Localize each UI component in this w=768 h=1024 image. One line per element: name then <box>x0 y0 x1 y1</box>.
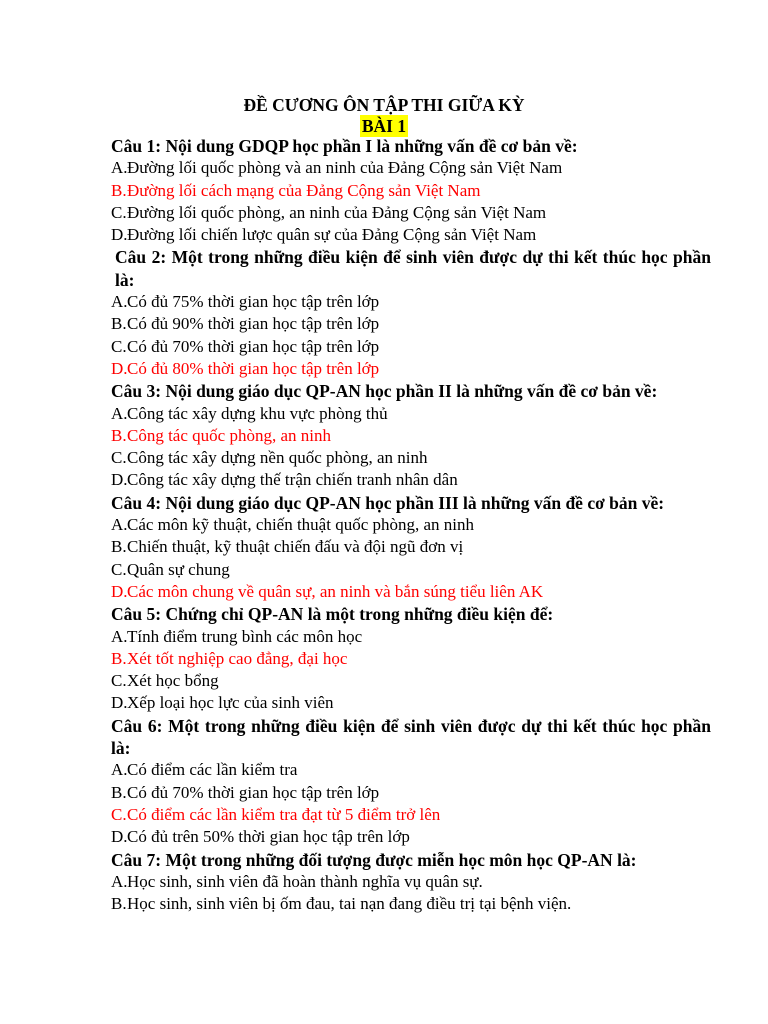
question-2-option-b <box>111 313 711 335</box>
option-text: Có đủ 70% thời gian học tập trên lớp <box>127 336 380 356</box>
option-text: Công tác xây dựng thế trận chiến tranh nhân dân <box>127 470 458 490</box>
option-text: Có đủ 80% thời gian học tập trên lớp <box>127 358 380 378</box>
option-letter: B. <box>111 537 127 557</box>
question-4 <box>111 492 711 603</box>
option-letter: A. <box>111 292 128 312</box>
question-1-text: Câu 1: Nội dung GDQP học phần I là những vấn đề cơ bản về: <box>111 136 578 156</box>
option-letter: D. <box>111 470 128 490</box>
option-letter: A. <box>111 515 128 535</box>
option-text: Công tác xây dựng nền quốc phòng, an ninh <box>127 448 428 468</box>
option-text: Có đủ 75% thời gian học tập trên lớp <box>127 292 380 312</box>
question-5-option-b <box>111 648 711 670</box>
question-3-option-c <box>111 447 711 469</box>
option-letter: B. <box>111 180 127 200</box>
option-text: Chiến thuật, kỹ thuật chiến đấu và đội ngũ đơn vị <box>127 537 464 557</box>
option-letter: A. <box>111 158 128 178</box>
question-4-option-c <box>111 559 711 581</box>
option-letter: A. <box>111 626 128 646</box>
option-letter: B. <box>111 782 127 802</box>
option-text: Công tác xây dựng khu vực phòng thủ <box>127 403 388 423</box>
option-text: Đường lối quốc phòng và an ninh của Đảng Cộng sản Việt Nam <box>127 158 563 178</box>
question-7-option-b <box>111 893 711 915</box>
question-1-option-b <box>111 180 711 202</box>
option-text: Có điểm các lần kiểm tra <box>127 760 298 780</box>
option-text: Học sinh, sinh viên bị ốm đau, tai nạn đang điều trị tại bệnh viện. <box>127 894 572 914</box>
question-6-option-b <box>111 782 711 804</box>
option-text: Tính điểm trung bình các môn học <box>127 626 363 646</box>
question-1-option-d <box>111 224 711 246</box>
question-1 <box>111 135 711 246</box>
option-text: Đường lối cách mạng của Đảng Cộng sản Việt Nam <box>127 180 481 200</box>
option-text: Xếp loại học lực của sinh viên <box>127 693 334 713</box>
option-text: Đường lối chiến lược quân sự của Đảng Cộng sản Việt Nam <box>127 225 537 245</box>
question-3-text: Câu 3: Nội dung giáo dục QP-AN học phần II là những vấn đề cơ bản về: <box>111 381 658 402</box>
question-3 <box>111 380 711 491</box>
option-text: Đường lối quốc phòng, an ninh của Đảng Cộng sản Việt Nam <box>127 202 547 222</box>
option-text: Có đủ 90% thời gian học tập trên lớp <box>127 314 380 334</box>
option-letter: B. <box>111 314 127 334</box>
lesson-title-highlighted: BÀI 1 <box>361 116 407 136</box>
question-4-text: Câu 4: Nội dung giáo dục QP-AN học phần III là những vấn đề cơ bản về: <box>111 492 665 513</box>
question-6-text: Câu 6: Một trong những điều kiện để sinh viên được dự thi kết thúc học phần là: <box>111 715 711 759</box>
option-letter: D. <box>111 693 128 713</box>
option-letter: B. <box>111 648 127 668</box>
option-letter: C. <box>111 671 127 691</box>
question-4-option-b <box>111 536 711 558</box>
option-letter: D. <box>111 225 128 245</box>
option-letter: C. <box>111 559 127 579</box>
question-3-option-d <box>111 469 711 491</box>
question-7 <box>111 849 711 916</box>
option-letter: B. <box>111 894 127 914</box>
option-letter: C. <box>111 804 127 824</box>
option-letter: D. <box>111 358 128 378</box>
option-text: Có điểm các lần kiểm tra đạt từ 5 điểm trở lên <box>127 804 441 824</box>
option-text: Quân sự chung <box>127 559 230 579</box>
option-text: Công tác quốc phòng, an ninh <box>127 425 331 445</box>
option-text: Học sinh, sinh viên đã hoàn thành nghĩa vụ quân sự. <box>127 871 483 891</box>
option-letter: D. <box>111 827 128 847</box>
option-text: Có đủ 70% thời gian học tập trên lớp <box>127 782 380 802</box>
question-4-option-d <box>111 581 711 603</box>
question-5-option-a <box>111 626 711 648</box>
question-6 <box>111 715 711 849</box>
option-letter: B. <box>111 425 127 445</box>
question-2 <box>111 246 711 380</box>
document-title: ĐỀ CƯƠNG ÔN TẬP THI GIỮA KỲ <box>243 95 525 115</box>
question-2-option-c <box>111 336 711 358</box>
option-text: Xét học bổng <box>127 671 219 691</box>
question-7-text: Câu 7: Một trong những đối tượng được miễn học môn học QP-AN là: <box>111 849 637 870</box>
question-2-option-d <box>111 358 711 380</box>
option-letter: C. <box>111 336 127 356</box>
question-6-option-c <box>111 804 711 826</box>
option-letter: C. <box>111 202 127 222</box>
question-1-option-c <box>111 202 711 224</box>
question-2-option-a <box>111 291 711 313</box>
question-5 <box>111 603 711 714</box>
option-letter: A. <box>111 403 128 423</box>
question-5-option-c <box>111 670 711 692</box>
question-3-option-b <box>111 425 711 447</box>
option-text: Xét tốt nghiệp cao đẳng, đại học <box>127 648 348 668</box>
option-letter: C. <box>111 448 127 468</box>
option-text: Các môn kỹ thuật, chiến thuật quốc phòng, an ninh <box>127 515 475 535</box>
question-1-option-a <box>111 157 711 179</box>
question-2-text: Câu 2: Một trong những điều kiện để sinh viên được dự thi kết thúc học phần là: <box>115 247 711 290</box>
question-5-text: Câu 5: Chứng chỉ QP-AN là một trong những điều kiện để: <box>111 604 554 625</box>
question-5-option-d <box>111 692 711 714</box>
question-4-option-a <box>111 514 711 536</box>
question-6-option-d <box>111 826 711 848</box>
question-6-option-a <box>111 759 711 781</box>
option-letter: D. <box>111 581 128 601</box>
option-letter: A. <box>111 871 128 891</box>
option-text: Các môn chung về quân sự, an ninh và bắn súng tiểu liên AK <box>127 581 544 601</box>
option-letter: A. <box>111 760 128 780</box>
option-text: Có đủ trên 50% thời gian học tập trên lớp <box>127 827 410 847</box>
question-7-option-a <box>111 871 711 893</box>
question-3-option-a <box>111 403 711 425</box>
question-list <box>111 135 711 915</box>
